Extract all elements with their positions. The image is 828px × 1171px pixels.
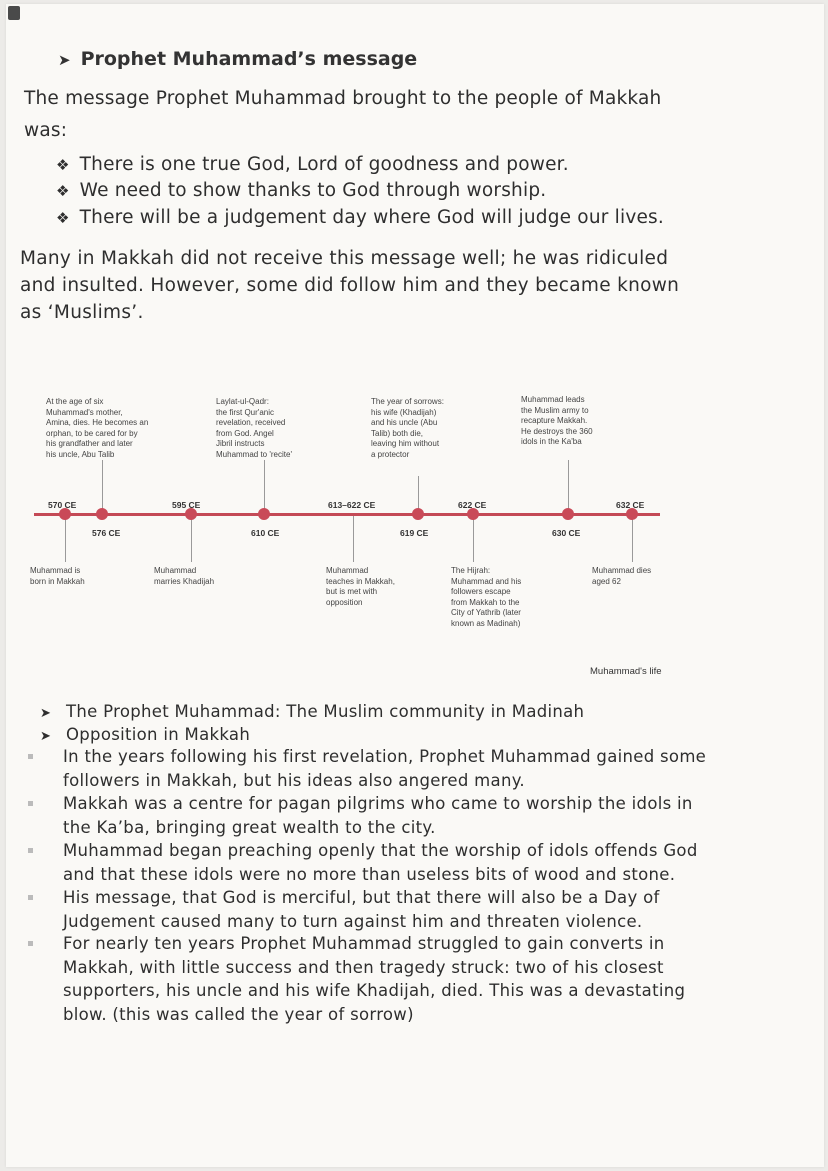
timeline-year: 576 CE xyxy=(92,528,121,538)
timeline-note-619: The year of sorrows: his wife (Khadijah) and his uncle (Abu Talib) both die, leaving him without a protector xyxy=(371,397,444,459)
timeline-note-576: At the age of six Muhammad's mother, Amina, dies. He becomes an orphan, to be cared for by his grandfather and later his uncle, Abu Talib xyxy=(46,397,149,459)
list-item: His message, that God is merciful, but that there will also be a Day of Judgement caused many to turn against him and threaten violence. xyxy=(28,886,758,933)
reception-line-3: as ‘Muslims’. xyxy=(20,302,144,323)
timeline-note-630: Muhammad leads the Muslim army to recapture Makkah. He destroys the 360 idols in the Ka'ba xyxy=(521,395,593,446)
timeline-stem xyxy=(264,460,265,513)
timeline-note-632: Muhammad dies aged 62 xyxy=(592,566,652,586)
list-item: For nearly ten years Prophet Muhammad struggled to gain converts in Makkah, with little success and then tragedy struck: two of his closest supporters, his uncle and his wife Khadijah, died. This was a devastating blow. (this was called the year of sorrow) xyxy=(28,932,758,1026)
arrow-bullet-icon: ➤ xyxy=(40,706,52,721)
timeline-dot xyxy=(258,508,270,520)
section-heading-madinah: ➤ The Prophet Muhammad: The Muslim community in Madinah xyxy=(40,702,585,721)
belief-item: ❖ There will be a judgement day where God will judge our lives. xyxy=(56,207,664,228)
timeline-note-622: The Hijrah: Muhammad and his followers escape from Makkah to the City of Yathrib (later known as Madinah) xyxy=(451,566,522,628)
list-item: Makkah was a centre for pagan pilgrims who came to worship the idols in the Ka’ba, bringing great wealth to the city. xyxy=(28,792,758,839)
diamond-bullet-icon: ❖ xyxy=(56,182,70,200)
heading-text: Prophet Muhammad’s message xyxy=(80,48,418,70)
timeline-dot xyxy=(562,508,574,520)
timeline-stem xyxy=(632,516,633,562)
timeline-caption: Muhammad's life xyxy=(590,666,662,677)
intro-line-1: The message Prophet Muhammad brought to the people of Makkah xyxy=(24,88,662,109)
timeline-dot xyxy=(96,508,108,520)
timeline-stem xyxy=(353,516,354,562)
arrow-bullet-icon: ➤ xyxy=(40,729,52,744)
timeline-year: 619 CE xyxy=(400,528,429,538)
timeline-year: 622 CE xyxy=(458,500,487,510)
intro-line-2: was: xyxy=(24,120,68,141)
timeline-stem xyxy=(102,460,103,513)
square-bullet-icon xyxy=(28,895,33,900)
square-bullet-icon xyxy=(28,754,33,759)
timeline-year: 630 CE xyxy=(552,528,581,538)
belief-item: ❖ There is one true God, Lord of goodness and power. xyxy=(56,154,569,175)
timeline-stem xyxy=(568,460,569,513)
section-heading xyxy=(58,48,417,70)
list-item: In the years following his first revelation, Prophet Muhammad gained some followers in Makkah, but his ideas also angered many. xyxy=(28,745,758,792)
timeline-note-613: Muhammad teaches in Makkah, but is met with opposition xyxy=(326,566,395,607)
timeline-stem xyxy=(65,516,66,562)
list-item: Muhammad began preaching openly that the worship of idols offends God and that these idols were no more than useless bits of wood and stone. xyxy=(28,839,758,886)
timeline-year: 632 CE xyxy=(616,500,645,510)
timeline-note-595: Muhammad marries Khadijah xyxy=(154,566,215,586)
timeline-year: 613–622 CE xyxy=(328,500,376,510)
timeline-dot xyxy=(412,508,424,520)
belief-item: ❖ We need to show thanks to God through worship. xyxy=(56,180,547,201)
timeline-year: 595 CE xyxy=(172,500,201,510)
timeline-note-610: Laylat-ul-Qadr: the first Qur'anic revelation, received from God. Angel Jibril instructs Muhammad to 'recite' xyxy=(216,397,292,459)
diamond-bullet-icon: ❖ xyxy=(56,156,70,174)
corner-mark xyxy=(8,6,20,20)
square-bullet-icon xyxy=(28,801,33,806)
arrow-bullet-icon: ➤ xyxy=(58,51,71,69)
timeline-year: 610 CE xyxy=(251,528,280,538)
timeline-note-570: Muhammad is born in Makkah xyxy=(30,566,85,586)
square-bullet-icon xyxy=(28,848,33,853)
section-heading-opposition: ➤ Opposition in Makkah xyxy=(40,725,251,744)
reception-line-1: Many in Makkah did not receive this message well; he was ridiculed xyxy=(20,248,669,269)
square-bullet-icon xyxy=(28,941,33,946)
timeline-year: 570 CE xyxy=(48,500,77,510)
reception-line-2: and insulted. However, some did follow him and they became known xyxy=(20,275,680,296)
diamond-bullet-icon: ❖ xyxy=(56,209,70,227)
timeline-stem xyxy=(473,516,474,562)
timeline-stem xyxy=(191,516,192,562)
